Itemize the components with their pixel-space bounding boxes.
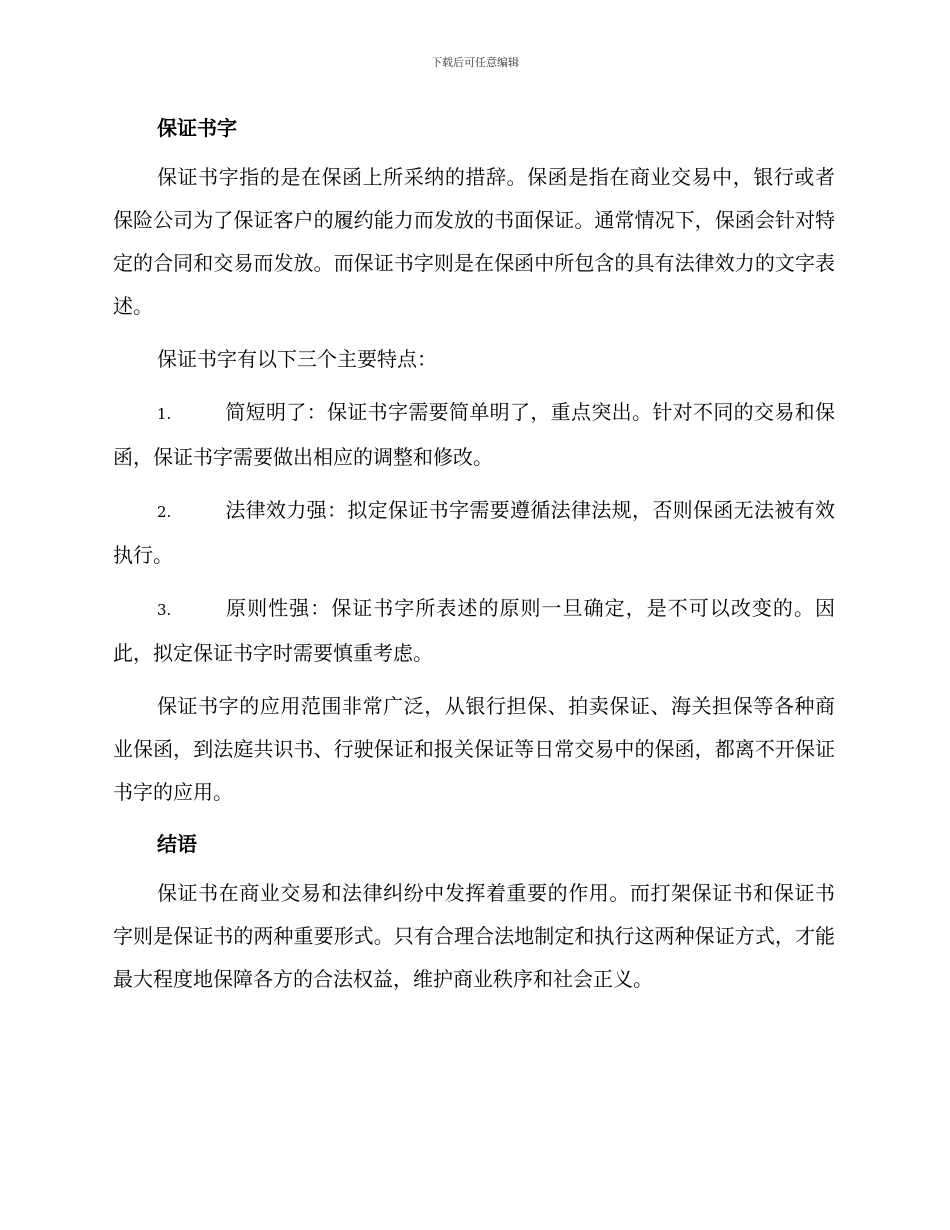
list-item xyxy=(113,391,835,479)
list-item-text: 原则性强：保证书字所表述的原则一旦确定，是不可以改变的。因此，拟定保证书字时需要慎重考虑。 xyxy=(113,596,835,665)
list-item xyxy=(113,489,835,577)
list-number: 2. xyxy=(157,503,172,521)
section-heading-conclusion: 结语 xyxy=(157,832,197,856)
list-item xyxy=(113,587,835,675)
document-body xyxy=(113,108,835,1011)
paragraph-applications: 保证书字的应用范围非常广泛，从银行担保、拍卖保证、海关担保等各种商业保函，到法庭共识书、行驶保证和报关保证等日常交易中的保函，都离不开保证书字的应用。 xyxy=(113,694,835,804)
section-heading-guarantee-wording: 保证书字 xyxy=(157,116,237,140)
paragraph-conclusion: 保证书在商业交易和法律纠纷中发挥着重要的作用。而打架保证书和保证书字则是保证书的两种重要形式。只有合理合法地制定和执行这两种保证方式，才能最大程度地保障各方的合法权益，维护商业秩序和社会正义。 xyxy=(113,881,835,991)
paragraph-features-intro: 保证书字有以下三个主要特点： xyxy=(157,347,437,371)
list-item-text: 简短明了：保证书字需要简单明了，重点突出。针对不同的交易和保函，保证书字需要做出相应的调整和修改。 xyxy=(113,400,835,469)
list-number: 1. xyxy=(157,405,172,423)
list-number: 3. xyxy=(157,601,172,619)
page-header: 下载后可任意编辑 xyxy=(431,56,519,69)
list-item-text: 法律效力强：拟定保证书字需要遵循法律法规，否则保函无法被有效执行。 xyxy=(113,498,835,567)
paragraph-definition: 保证书字指的是在保函上所采纳的措辞。保函是指在商业交易中，银行或者保险公司为了保证客户的履约能力而发放的书面保证。通常情况下，保函会针对特定的合同和交易而发放。而保证书字则是在保函中所包含的具有法律效力的文字表述。 xyxy=(113,165,835,318)
